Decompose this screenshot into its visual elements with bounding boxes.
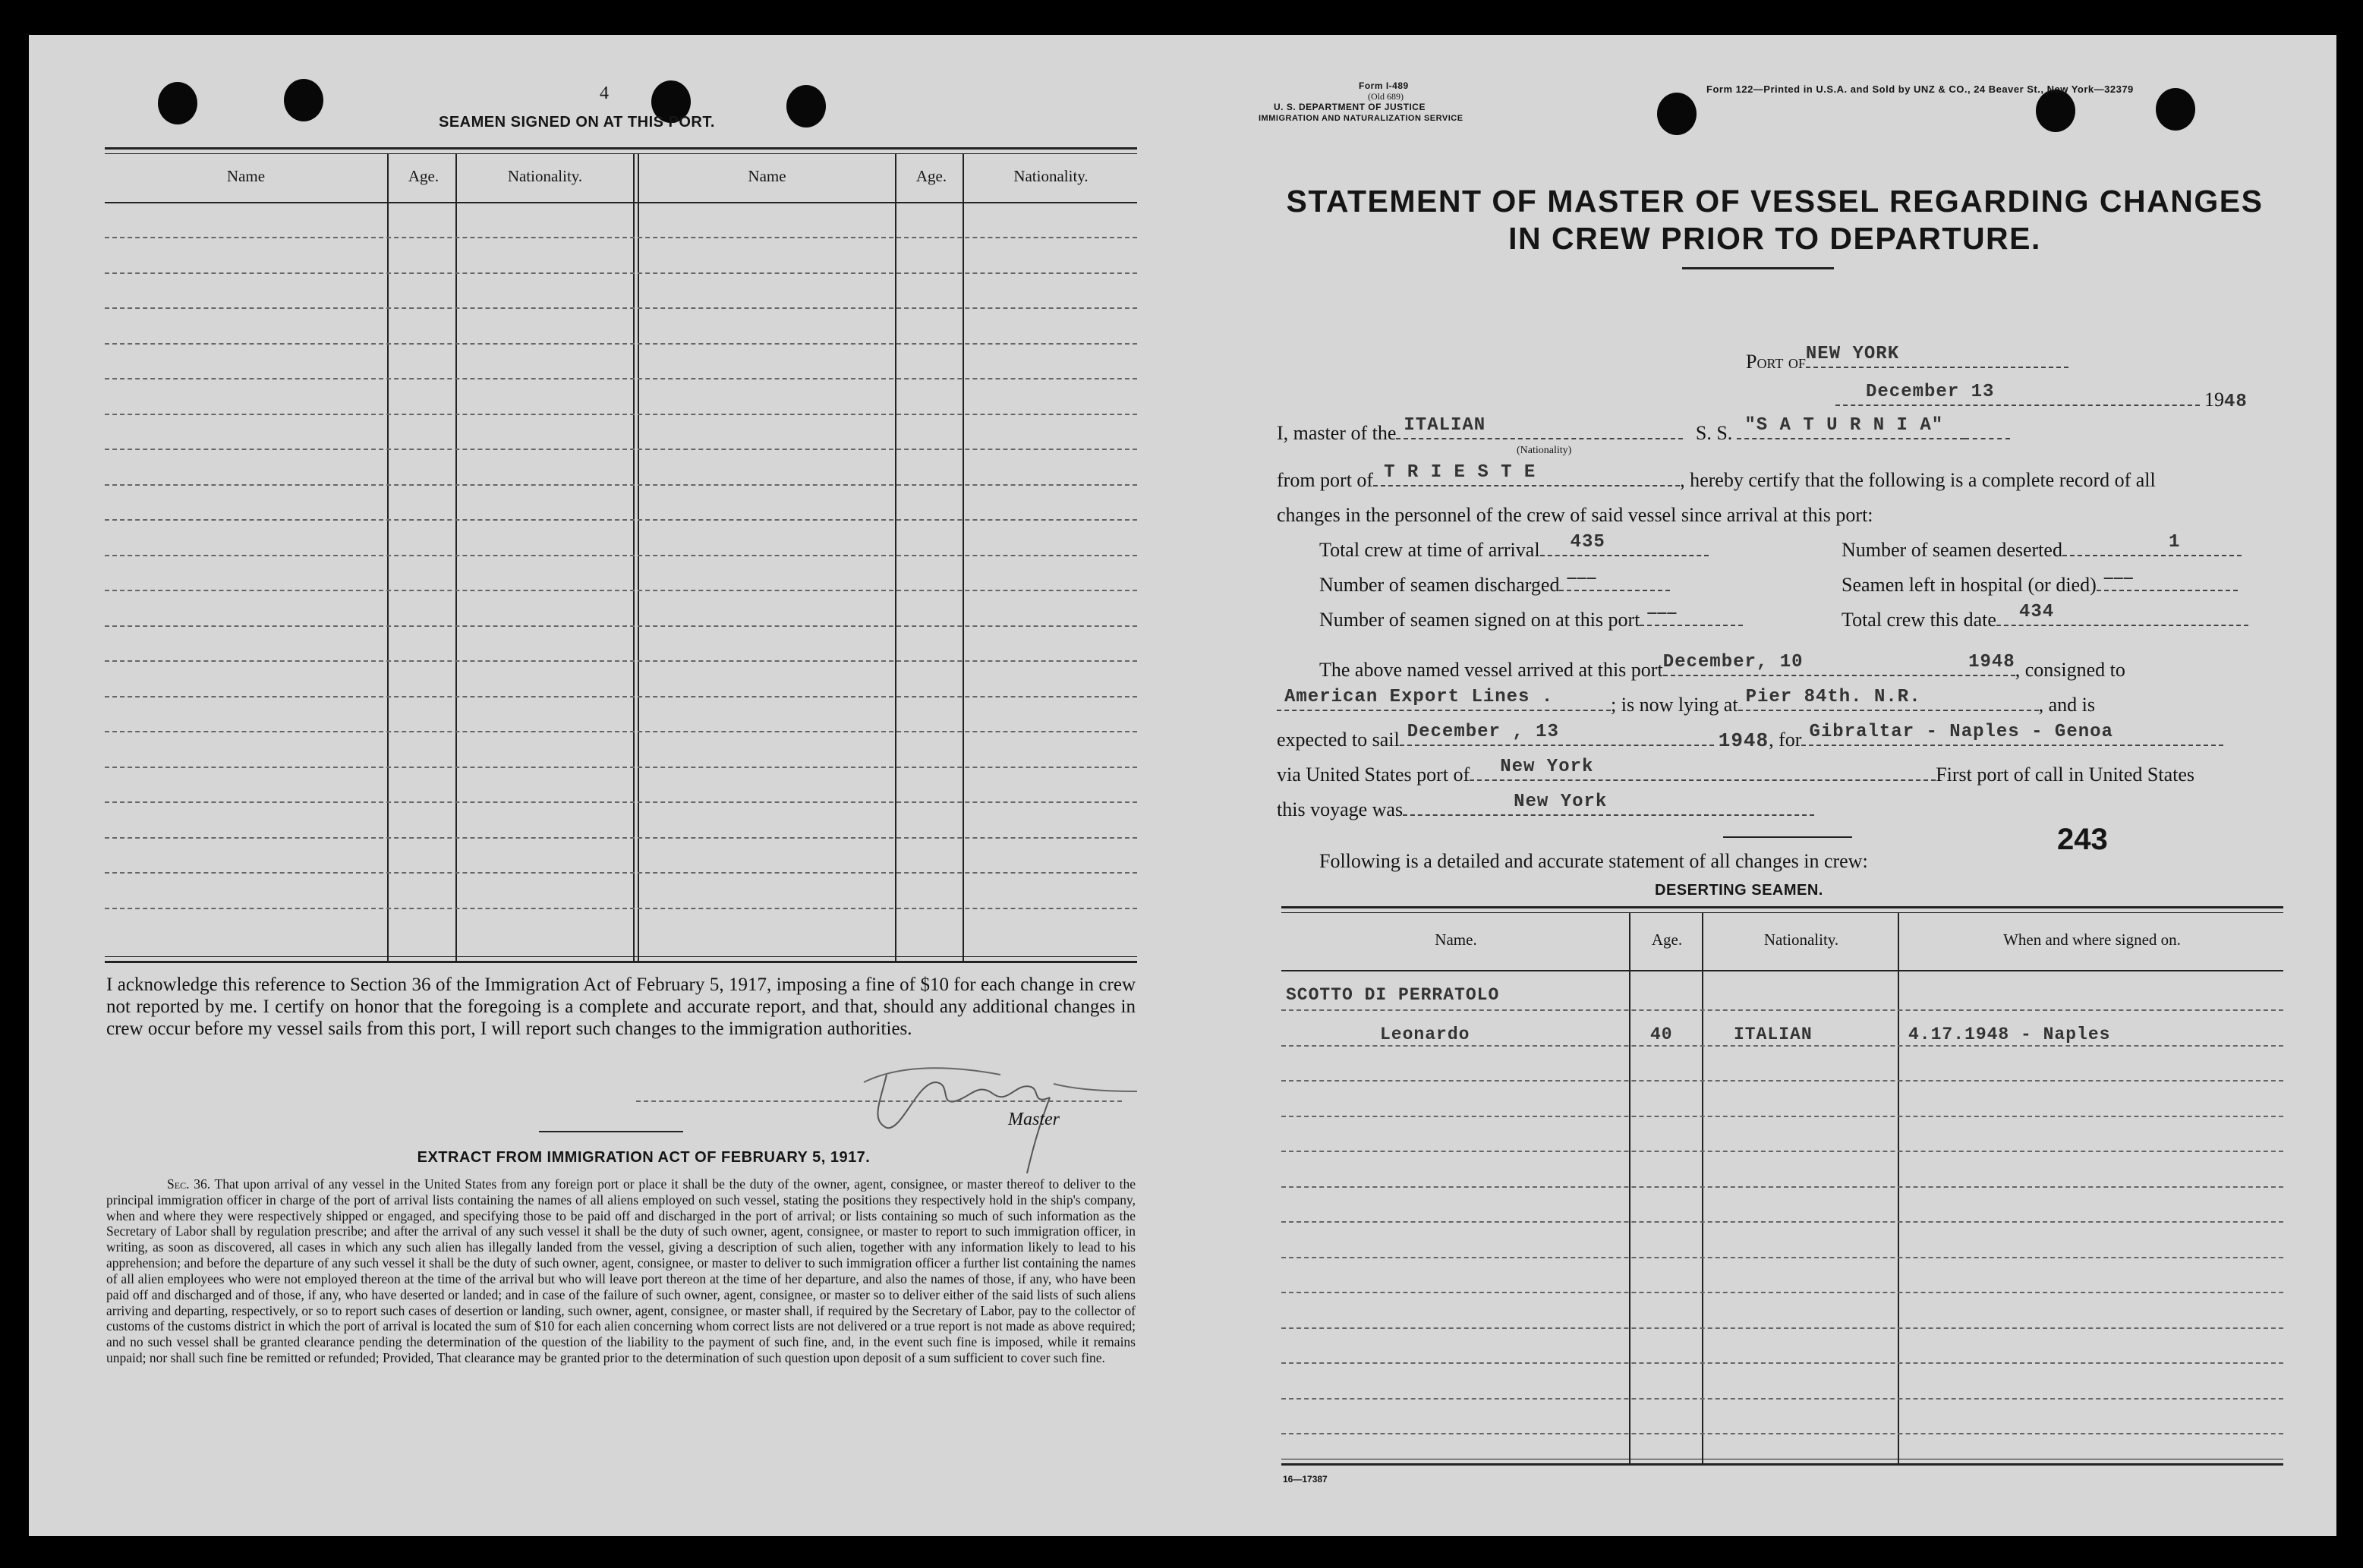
table-row bbox=[105, 872, 1137, 874]
statute-text: Sec. 36. That upon arrival of any vessel in the United States from any foreign port or place it shall be the duty of the owner, agent, consignee, or master thereof to deliver to the principal immigration officer in charge of the port of arrival lists containing the names of all aliens employed on such vessel, stating the positions they respectively hold in the ship's company, when and where they were respectively shipped or engaged, and specifying those to be paid off and discharged in the port of arrival; or lists containing so much of such information as the Secretary of Labor shall by regulation prescribe; and after the arrival of any such vessel it shall be the duty of such owner, agent, consignee, or master to report to such immigration officer, in writing, as soon as discovered, all cases in which any such alien has illegally landed from the vessel, giving a description of such alien, together with any information likely to lead to his apprehension; and before the departure of any such vessel it shall be the duty of such owner, agent, consignee, or master to deliver to such immigration officer a further list containing the names of all alien employees who were not employed thereon at the time of the arrival but who will leave port thereon at the time of her departure, and also the names of those, if any, who have been paid off and discharged and of those, if any, who have deserted or landed; and in case of the failure of such owner, agent, consignee, or master so to deliver either of the said lists of such aliens arriving and departing, respectively, or so to report such cases of desertion or landing, such owner, agent, consignee, or master shall, if required by the Secretary of Labor, pay to the collector of customs of the customs district in which the port of arrival is located the sum of $10 for each alien concerning whom correct lists are not delivered or a true report is not made as above required; and no such vessel shall be granted clearance pending the determination of the question of the liability to the payment of such fine, and, in the event such fine is imposed, while it remains unpaid; nor shall such fine be remitted or refunded; Provided, That clearance may be granted prior to the determination of such question upon deposit of a sum sufficient to cover such fine. bbox=[106, 1176, 1136, 1365]
col-header-age: Age. bbox=[915, 167, 947, 185]
port-line: Port of NEW YORK bbox=[1746, 352, 2068, 372]
deserter-surname: SCOTTO DI PERRATOLO bbox=[1286, 985, 1500, 1005]
deserting-title: DESERTING SEAMEN. bbox=[1655, 882, 1823, 899]
table-row bbox=[105, 590, 1137, 591]
seamen-deserted: Number of seamen deserted 1 bbox=[1842, 540, 2242, 560]
table-row bbox=[105, 378, 1137, 379]
seamen-hospital: Seamen left in hospital (or died) ——— bbox=[1842, 575, 2238, 595]
col-header-nationality: Nationality. bbox=[1763, 930, 1839, 949]
table-row bbox=[1281, 1080, 2283, 1082]
total-crew-arrival: Total crew at time of arrival 435 bbox=[1319, 540, 1709, 560]
department: U. S. DEPARTMENT OF JUSTICE bbox=[1274, 102, 1426, 112]
table-row bbox=[105, 414, 1137, 415]
changes-text: changes in the personnel of the crew of said vessel since arrival at this port: bbox=[1277, 504, 1873, 526]
deserter-signed-on: 4.17.1948 - Naples bbox=[1908, 1025, 2111, 1044]
via-port-line: via United States port of New York First port of call in United States bbox=[1277, 757, 2195, 786]
sail-line: expected to sail December , 13 1948, for Gibraltar - Naples - Genoa bbox=[1277, 730, 2223, 751]
date-line: December 13 1948 bbox=[1835, 390, 2248, 411]
punch-hole bbox=[2156, 88, 2195, 131]
col-header-nationality: Nationality. bbox=[1013, 167, 1089, 185]
master-of-line: I, master of the ITALIAN S. S. "S A T U R N I A" bbox=[1277, 423, 2010, 443]
left-title: SEAMEN SIGNED ON AT THIS PORT. bbox=[439, 114, 715, 131]
table-row bbox=[1281, 1292, 2283, 1293]
service: IMMIGRATION AND NATURALIZATION SERVICE bbox=[1259, 114, 1463, 123]
footer-code: 16—17387 bbox=[1283, 1474, 1328, 1485]
col-header-nationality: Nationality. bbox=[507, 167, 583, 185]
punch-hole bbox=[158, 82, 197, 124]
extract-title: EXTRACT FROM IMMIGRATION ACT OF FEBRUARY 5, 1917. bbox=[417, 1149, 871, 1166]
table-row bbox=[105, 237, 1137, 238]
deserter-given-name: Leonardo bbox=[1380, 1025, 1470, 1044]
form-title: STATEMENT OF MASTER OF VESSEL REGARDING CHANGES IN CREW PRIOR TO DEPARTURE. bbox=[1286, 184, 2264, 256]
table-row bbox=[1281, 1433, 2283, 1434]
table-row bbox=[1281, 1151, 2283, 1152]
deserter-age: 40 bbox=[1650, 1025, 1673, 1044]
table-row bbox=[1281, 1116, 2283, 1117]
from-port-line: from port of T R I E S T E , hereby certify that the following is a complete record of all bbox=[1277, 462, 2156, 491]
punch-hole bbox=[786, 85, 826, 128]
table-row bbox=[105, 555, 1137, 556]
table-row bbox=[105, 625, 1137, 627]
document-page bbox=[29, 35, 2336, 1536]
page-number: 4 bbox=[600, 83, 609, 103]
seamen-signed-on: Number of seamen signed on at this port ——— bbox=[1319, 610, 1743, 630]
table-row bbox=[105, 519, 1137, 521]
table-row bbox=[105, 449, 1137, 450]
table-row bbox=[105, 837, 1137, 839]
table-row bbox=[1281, 1221, 2283, 1223]
table-row bbox=[105, 660, 1137, 662]
deserter-nationality: ITALIAN bbox=[1734, 1025, 1813, 1044]
following-text: Following is a detailed and accurate statement of all changes in crew: bbox=[1319, 850, 1868, 872]
consignee-line: American Export Lines . ; is now lying at Pier 84th. N.R. , and is bbox=[1277, 695, 2095, 715]
master-label: Master bbox=[1008, 1110, 1060, 1129]
punch-hole bbox=[284, 79, 323, 121]
form-old-number: (Old 689) bbox=[1368, 91, 1404, 102]
table-row bbox=[105, 343, 1137, 345]
table-row bbox=[105, 801, 1137, 803]
table-row bbox=[1281, 1362, 2283, 1364]
col-header-signed-on: When and where signed on. bbox=[2003, 930, 2181, 949]
punch-hole bbox=[2036, 90, 2075, 132]
nationality-caption: (Nationality) bbox=[1517, 445, 1572, 456]
table-row bbox=[105, 767, 1137, 768]
table-row bbox=[105, 908, 1137, 909]
col-header-name: Name bbox=[226, 167, 266, 185]
form-number: Form I-489 bbox=[1359, 80, 1409, 91]
table-row bbox=[1281, 1045, 2283, 1047]
table-row bbox=[105, 307, 1137, 309]
table-row bbox=[105, 731, 1137, 732]
col-header-age: Age. bbox=[1651, 930, 1683, 949]
table-row bbox=[105, 696, 1137, 697]
stamp-number: 243 bbox=[2057, 823, 2108, 856]
col-header-age: Age. bbox=[408, 167, 440, 185]
punch-hole bbox=[1657, 93, 1697, 135]
table-row bbox=[1281, 1186, 2283, 1188]
col-header-name: Name. bbox=[1435, 930, 1477, 949]
seamen-discharged: Number of seamen discharged ——— bbox=[1319, 575, 1670, 595]
total-crew-date: Total crew this date 434 bbox=[1842, 610, 2248, 630]
acknowledgment-text: I acknowledge this reference to Section 36 of the Immigration Act of February 5, 1917, imposing a fine of $10 for each change in crew not reported by me. I certify on honor that the foregoing is a complete and accurate report, and that, should any additional changes in crew occur before my vessel sails from this port, I will report such changes to the immigration authorities. bbox=[106, 974, 1136, 1039]
col-header-name: Name bbox=[748, 167, 786, 185]
table-row bbox=[105, 272, 1137, 274]
table-row bbox=[1281, 1257, 2283, 1258]
printer-line: Form 122—Printed in U.S.A. and Sold by UNZ & CO., 24 Beaver St., New York—32379 bbox=[1706, 83, 2134, 95]
table-row bbox=[105, 484, 1137, 486]
table-row bbox=[1281, 1398, 2283, 1400]
arrival-line: The above named vessel arrived at this port December, 10 1948 , consigned to bbox=[1319, 652, 2125, 681]
table-row bbox=[1281, 1009, 2283, 1011]
voyage-line: this voyage was New York bbox=[1277, 800, 1814, 820]
table-row bbox=[1281, 1327, 2283, 1329]
